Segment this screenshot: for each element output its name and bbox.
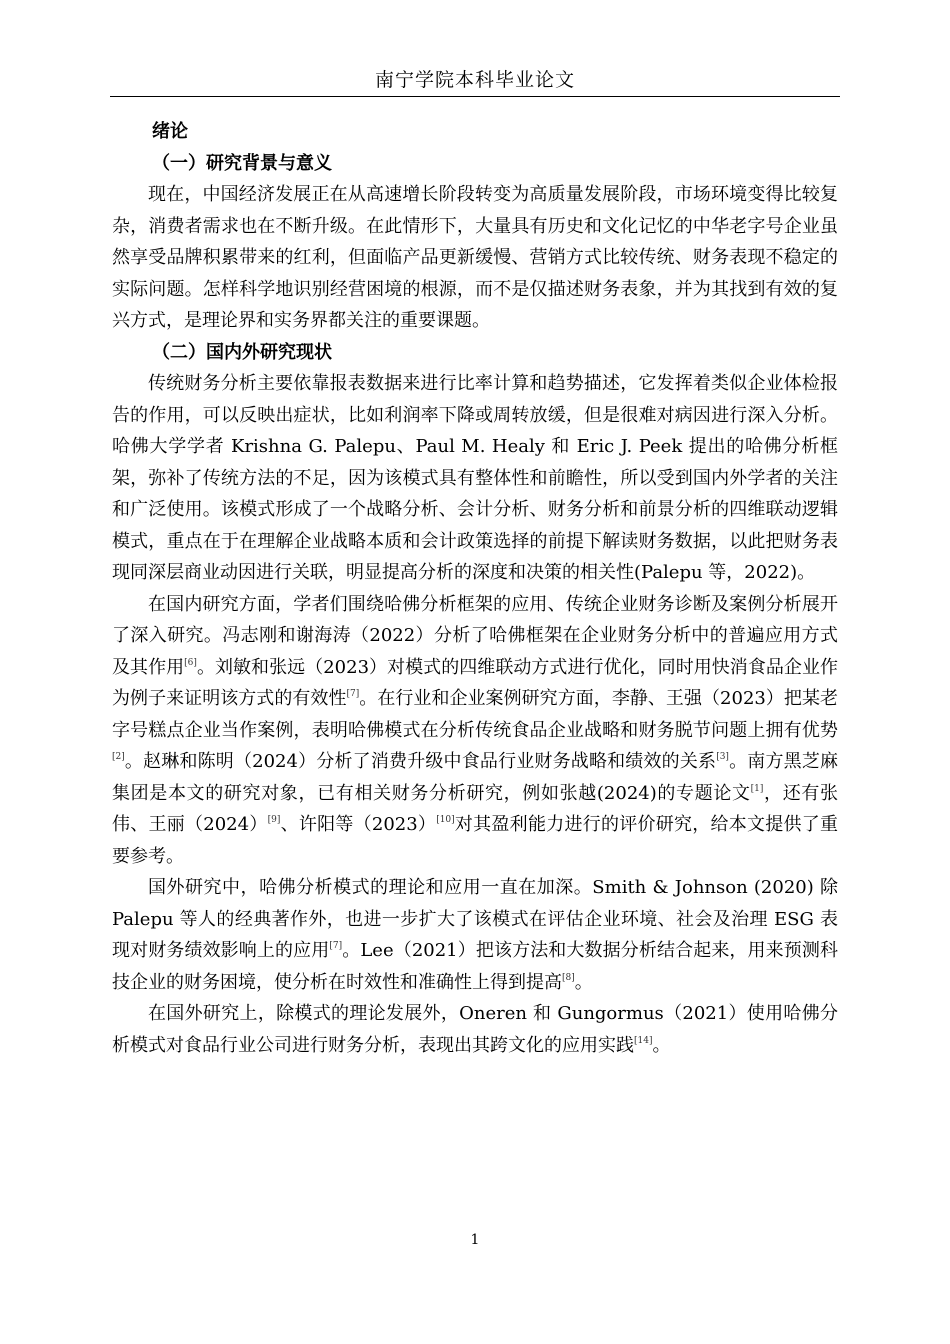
text-run: 、许阳等（2023）	[280, 814, 437, 835]
citation: [7]	[346, 689, 360, 699]
text-run: 在国内研究方面，学者们围绕哈佛分析框架的应用、传统企业财务诊断及案例分析展开了深入研究。冯志刚和谢海涛（2022）分析了哈佛框架在企业财务分析中的普遍应用方式及其作用	[112, 593, 838, 678]
running-header-title: 南宁学院本科毕业论文	[374, 69, 575, 91]
text-run: 。	[652, 1034, 671, 1056]
paragraph-foreign-research	[112, 872, 838, 998]
text-run: 。刘敏和张远（2023）对模式的四维联动方式进行优化，同时用快消食品企业作为例子来证明该方式的有效性	[112, 656, 838, 709]
text-run: 。Lee（2021）把该方法和大数据分析结合起来，用来预测科技企业的财务困境，使分析在时效性和准确性上得到提高	[112, 940, 838, 993]
chapter-heading: 绪论	[152, 121, 188, 142]
text-run: 。南方黑芝麻集团是本文的研究对象，已有相关财务分析研究，例如张越(2024)的专题论文	[112, 751, 838, 804]
section-heading-literature: （二）国内外研究现状	[152, 341, 332, 363]
paragraph-domestic-research	[112, 589, 838, 873]
page-number: 1	[470, 1232, 480, 1248]
citation: [9]	[267, 815, 281, 825]
citation: [2]	[112, 752, 125, 762]
body-content	[112, 116, 838, 1061]
text-run: 。	[574, 971, 593, 993]
paragraph-background: 现在，中国经济发展正在从高速增长阶段转变为高质量发展阶段，市场环境变得比较复杂，消费者需求也在不断升级。在此情形下，大量具有历史和文化记忆的中华老字号企业虽然享受品牌积累带来的红利，但面临产品更新缓慢、营销方式比较传统、财务表现不稳定的实际问题。怎样科学地识别经营困境的根源，而不是仅描述财务表象，并为其找到有效的复兴方式，是理论界和实务界都关注的重要课题。	[112, 184, 838, 331]
header-rule	[110, 96, 840, 97]
text-run: 。在行业和企业案例研究方面，李静、王强（2023）把某老字号糕点企业当作案例，表明哈佛模式在分析传统食品企业战略和财务脱节问题上拥有优势	[112, 688, 839, 741]
text-run: 对其盈利能力进行的评价研究，给本文提供了重要参考。	[112, 814, 839, 867]
paragraph-foreign-application	[112, 998, 838, 1061]
citation: [1]	[750, 783, 764, 794]
text-run: ，还有张伟、王丽（2024）	[112, 782, 839, 835]
citation: [14]	[634, 1035, 653, 1046]
citation: [7]	[329, 941, 343, 951]
citation: [6]	[184, 657, 197, 668]
paragraph-traditional-analysis: 传统财务分析主要依靠报表数据来进行比率计算和趋势描述，它发挥着类似企业体检报告的作用，可以反映出症状，比如利润率下降或周转放缓，但是很难对病因进行深入分析。哈佛大学学者 Krishna G. Palepu、Paul M. Healy 和 Eric J. Peek 提出的哈佛分析框架，弥补了传统方法的不足，因为该模式具有整体性和前瞻性，所以受到国内外学者的关注和广泛使用。该模式形成了一个战略分析、会计分析、财务分析和前景分析的四维联动逻辑模式，重点在于在理解企业战略本质和会计政策选择的前提下解读财务数据，以此把财务表现同深层商业动因进行关联，明显提高分析的深度和决策的相关性(Palepu 等，2022)。	[112, 373, 838, 583]
citation: [10]	[436, 815, 455, 825]
section-heading-background: （一）研究背景与意义	[152, 152, 332, 174]
citation: [8]	[562, 972, 575, 983]
text-run: 在国外研究上，除模式的理论发展外，Oneren 和 Gungormus（2021）使用哈佛分析模式对食品行业公司进行财务分析，表现出其跨文化的应用实践	[112, 1003, 838, 1056]
text-run: 。赵琳和陈明（2024）分析了消费升级中食品行业财务战略和绩效的关系	[124, 751, 717, 772]
text-run: 国外研究中，哈佛分析模式的理论和应用一直在加深。Smith & Johnson (2020) 除 Palepu 等人的经典著作外，也进一步扩大了该模式在评估企业环境、社会及治理 ESG 表现对财务绩效影响上的应用	[112, 877, 838, 961]
citation: [3]	[716, 752, 729, 762]
